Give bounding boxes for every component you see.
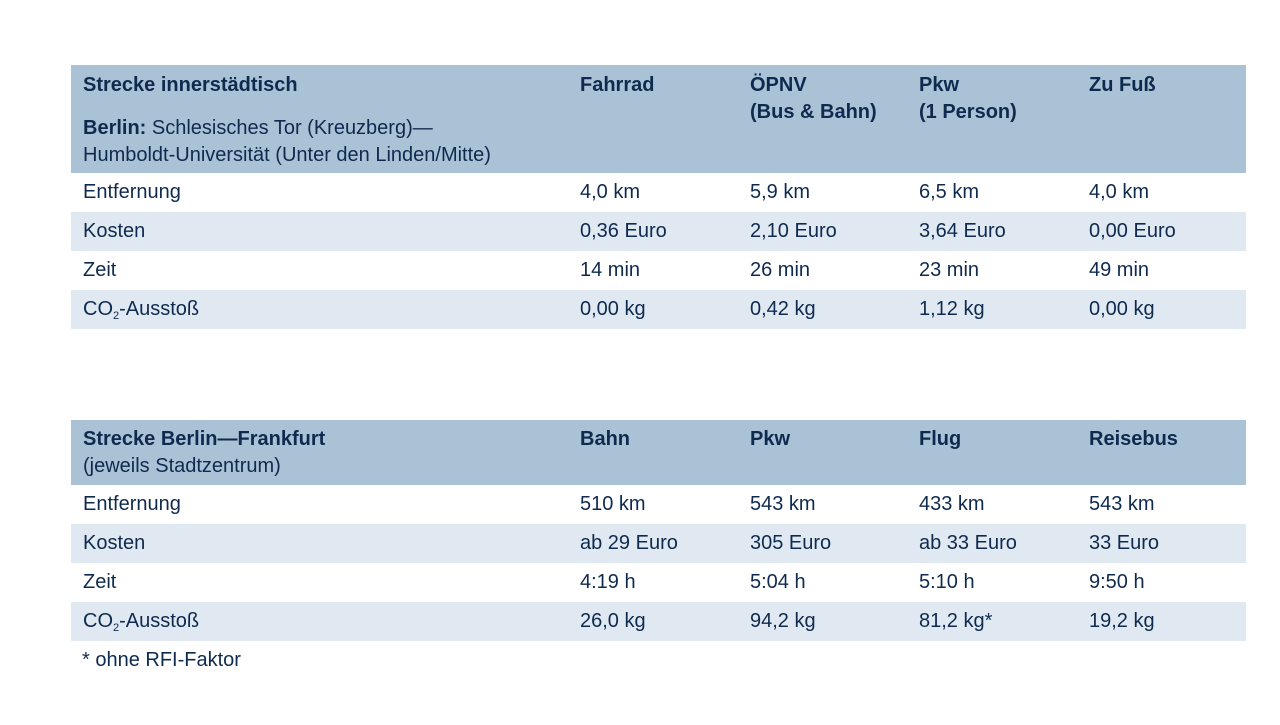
urban-route-table <box>71 65 1246 329</box>
table-subtitle: (jeweils Stadtzentrum) <box>83 455 281 477</box>
route-destination: Humboldt-Universität (Unter den Linden/Mitte) <box>83 144 491 166</box>
table-row-distance <box>71 485 1246 524</box>
table-cell: 4:19 h <box>580 571 636 593</box>
table-cell: 14 min <box>580 259 641 281</box>
table-title: Strecke innerstädtisch <box>83 74 298 96</box>
table-cell: ab 29 Euro <box>580 532 678 554</box>
column-header-walking: Zu Fuß <box>1089 74 1156 96</box>
table-row-time <box>71 251 1246 290</box>
table-cell: 33 Euro <box>1089 532 1160 554</box>
table-header-row <box>71 65 1246 173</box>
table-cell: ab 33 Euro <box>919 532 1017 554</box>
table-cell: 305 Euro <box>750 532 832 554</box>
table-cell: 19,2 kg <box>1089 610 1155 632</box>
table-cell: 510 km <box>580 493 646 515</box>
route-header-cell <box>71 420 568 485</box>
table-row-costs <box>71 524 1246 563</box>
table-cell: 5:10 h <box>919 571 975 593</box>
route-description <box>83 115 568 169</box>
table-cell: 2,10 Euro <box>750 220 837 242</box>
table-cell: 543 km <box>750 493 816 515</box>
table-cell: 543 km <box>1089 493 1155 515</box>
table-cell: 6,5 km <box>919 181 980 203</box>
column-header-car: Pkw <box>750 428 791 450</box>
table-cell: 23 min <box>919 259 980 281</box>
row-label: $CO_2$-Ausstoß <box>83 298 200 322</box>
intercity-route-table <box>71 420 1246 641</box>
footnote: * ohne RFI-Faktor <box>82 649 241 671</box>
row-label: Zeit <box>83 571 117 593</box>
table-row-costs <box>71 212 1246 251</box>
table-cell: 81,2 kg* <box>919 610 993 632</box>
column-header-flight: Flug <box>919 428 962 450</box>
table-cell: 1,12 kg <box>919 298 985 320</box>
table-cell: 3,64 Euro <box>919 220 1006 242</box>
table-cell: 26,0 kg <box>580 610 646 632</box>
table-cell: 5,9 km <box>750 181 811 203</box>
table-header-row <box>71 420 1246 485</box>
table-cell: 9:50 h <box>1089 571 1145 593</box>
table-row-co2 <box>71 602 1246 641</box>
table-cell: 0,36 Euro <box>580 220 667 242</box>
column-header-bicycle: Fahrrad <box>580 74 655 96</box>
route-city: Berlin: <box>83 117 147 139</box>
row-label: Kosten <box>83 220 146 242</box>
row-label: Entfernung <box>83 493 181 515</box>
table-cell: 5:04 h <box>750 571 806 593</box>
route-header-cell <box>71 65 568 173</box>
column-header-public-transport: ÖPNV (Bus & Bahn) <box>750 74 877 123</box>
table-cell: 0,00 kg <box>1089 298 1155 320</box>
table-row-time <box>71 563 1246 602</box>
column-header-coach: Reisebus <box>1089 428 1178 450</box>
table-cell: 94,2 kg <box>750 610 816 632</box>
column-header-car: Pkw (1 Person) <box>919 74 1017 123</box>
table-cell: 49 min <box>1089 259 1150 281</box>
column-header-train: Bahn <box>580 428 630 450</box>
row-label: Zeit <box>83 259 117 281</box>
table-cell: 4,0 km <box>580 181 641 203</box>
table-row-distance <box>71 173 1246 212</box>
table-cell: 0,00 Euro <box>1089 220 1176 242</box>
row-label: Kosten <box>83 532 146 554</box>
table-title: Strecke Berlin—Frankfurt <box>83 428 326 450</box>
table-row-co2 <box>71 290 1246 329</box>
table-cell: 26 min <box>750 259 811 281</box>
table-cell: 4,0 km <box>1089 181 1150 203</box>
route-from-to: Schlesisches Tor (Kreuzberg)— <box>146 117 433 139</box>
table-cell: 433 km <box>919 493 985 515</box>
table-cell: 0,00 kg <box>580 298 646 320</box>
row-label: Entfernung <box>83 181 181 203</box>
table-cell: 0,42 kg <box>750 298 816 320</box>
row-label: $CO_2$-Ausstoß <box>83 610 200 634</box>
